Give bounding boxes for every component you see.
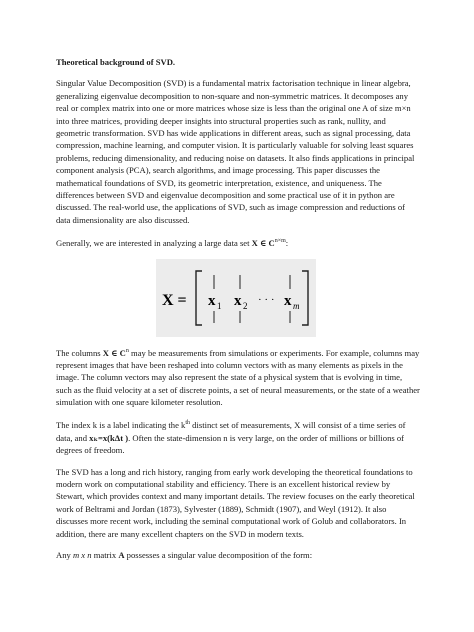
right-bracket [302,271,308,325]
index-text-a: The index k is a label indicating the k [56,420,186,431]
matrix-equation-figure [156,259,316,337]
col2-label: x [234,292,242,309]
intro-paragraph: Singular Value Decomposition (SVD) is a fundamental matrix factorisation technique in linear algebra, generalizing eigenvalue decomposition to non-square and non-symmetric matrices. It decomposes any real or complex matrix into one or more matrices whose size is less than the original one A of size m×n into three matrices, providing deeper insights into structural properties such as rank, nullity, and geometric transformation. SVD has wide applications in different areas, such as signal processing, data compression, machine learning, and computer vision. It is particularly valuable for solving least squares problems, reducing dimensionality, and reducing noise on datasets. It also finds applications in principal component analysis (PCA), search algorithms, and image processing. This paper discusses the mathematical foundations of SVD, its geometric interpretation, existence, and uniqueness. The differences between SVD and eigenvalue decomposition and some practical use of it in python are discussed. The real-world use, the applications of SVD, such as image compression and reductions of data dimensionality are also discussed. [56,78,415,225]
dataset-colon: : [285,238,289,249]
equation-dots: · · · [258,293,275,306]
index-text-b: distinct set of measurements, X will consist of a time series of data, and [56,420,406,443]
history-paragraph: The SVD has a long and rich history, ranging from early work developing the theoretical foundations to modern work on computational stability and efficiency. There is an excellent historical review by Stewart, which provides context and many important details. The review focuses on the early theoretical work of Beltrami and Jordan (1873), Sylvester (1889), Schmidt (1907), and Weyl (1912). It also discusses more recent work, including the seminal computational work of Golub and collaborators. In addition, there are many excellent chapters on the SVD in modern texts. [56,466,415,539]
dataset-paragraph [56,235,420,249]
equation-lhs: X = [162,291,187,309]
dataset-text: Generally, we are interested in analyzing a large data set [56,238,252,249]
matrix-a-symbol: A [118,549,125,560]
section-heading: Theoretical background of SVD. [56,57,176,67]
index-sup: th [185,420,191,427]
colm-sub: m [293,300,300,311]
index-paragraph [56,417,420,456]
matrix-a-text-c: possesses a singular value decomposition of the form: [124,549,313,560]
columns-text-a: The columns [56,347,103,358]
left-bracket [196,271,202,325]
col1-label: x [208,292,216,309]
col1-sub: 1 [217,300,222,311]
matrix-a-text-b: matrix [91,549,119,560]
colm-label: x [284,292,292,309]
columns-text-b: may be measurements from simulations or experiments. For example, columns may represent images that have been reshaped into column vectors with as many elements as pixels in the image. The column vectors may also represent the state of a physical system that is evolving in time, such as the fluid velocity at a set of discrete points, a set of neural measurements, or the state of a weather simulation with one square kilometer resolution. [56,347,420,408]
matrix-a-dims: m x n [72,549,92,560]
document-page [56,56,420,570]
index-formula: xₖ=x(kΔt ) [89,432,129,443]
matrix-equation-svg [156,259,316,337]
dataset-symbol-sup: n×m [274,238,286,245]
columns-symbol: X ∈ C [102,347,126,358]
columns-paragraph [56,345,420,409]
col2-sub: 2 [243,300,248,311]
matrix-a-paragraph [56,549,420,561]
index-text-c: . Often the state-dimension n is very large, on the order of millions or billions of degrees of freedom. [56,432,405,456]
columns-symbol-sup: n [125,347,129,354]
matrix-a-text-a: Any [56,549,73,560]
dataset-symbol: X ∈ C [251,238,275,249]
